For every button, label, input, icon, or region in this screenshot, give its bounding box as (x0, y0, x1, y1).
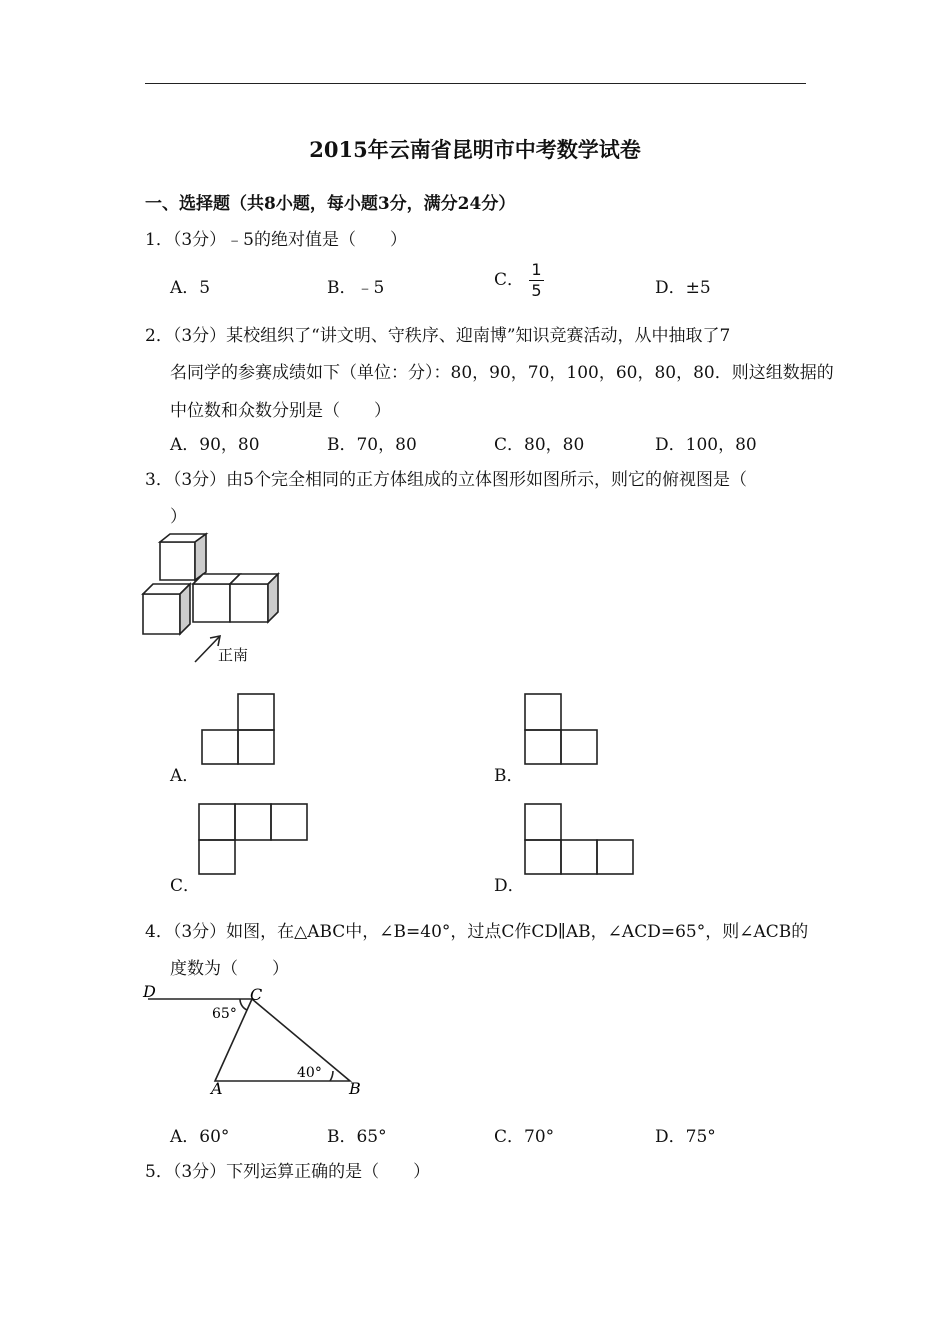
q4-option-c: C．70° (494, 1127, 555, 1147)
q4-label-c: C (250, 985, 263, 1004)
q4-label-d: D (143, 982, 156, 1001)
q4-line-2: 度数为（ ） (170, 959, 289, 979)
q4-angle-b: 40° (297, 1065, 322, 1081)
q2-option-d: D．100，80 (655, 435, 757, 455)
q4-option-d: D．75° (655, 1127, 716, 1147)
q3-figure-label: 正南 (218, 646, 249, 664)
q4-line-1: 4．（3分）如图，在△ABC中，∠B=40°，过点C作CD∥AB，∠ACD=65°，则∠ACB的 (145, 922, 809, 942)
q5-stem: 5．（3分）下列运算正确的是（ ） (145, 1162, 431, 1182)
q2-option-c: C．80，80 (494, 435, 585, 455)
q1-fraction-denominator: 5 (531, 281, 542, 300)
q1-option-c-label: C． (494, 270, 525, 290)
page-title: 2015年云南省昆明市中考数学试卷 (309, 137, 641, 162)
q3-option-a-figure (196, 692, 278, 768)
header-rule (145, 83, 806, 84)
q2-line-3: 中位数和众数分别是（ ） (170, 401, 391, 421)
q3-option-d: D． (494, 876, 525, 896)
q3-option-c-figure (196, 802, 312, 878)
q4-angle-c: 65° (212, 1006, 237, 1022)
q4-label-a: A (211, 1079, 223, 1098)
q2-option-a: A．90，80 (170, 435, 260, 455)
section-heading: 一、选择题（共8小题，每小题3分，满分24分） (145, 194, 516, 214)
q4-option-a: A．60° (170, 1127, 230, 1147)
q1-stem: 1．（3分）﹣5的绝对值是（ ） (145, 230, 407, 250)
q4-label-b: B (349, 1079, 361, 1098)
q3-line-1: 3．（3分）由5个完全相同的正方体组成的立体图形如图所示，则它的俯视图是（ (145, 470, 747, 490)
q2-option-b: B．70，80 (327, 435, 417, 455)
q1-option-d: D．±5 (655, 278, 711, 298)
q3-line-2: ） (170, 507, 187, 527)
q3-option-a: A． (170, 766, 200, 786)
q1-fraction-numerator: 1 (531, 260, 542, 279)
q3-option-c: C． (170, 876, 201, 896)
q3-option-b: B． (494, 766, 524, 786)
q3-option-b-figure (521, 692, 603, 768)
q1-option-b: B．﹣5 (327, 278, 385, 298)
q1-option-c (494, 262, 544, 299)
q3-cube-figure (140, 532, 290, 667)
q1-option-a: A．5 (170, 278, 211, 298)
q4-option-b: B．65° (327, 1127, 387, 1147)
q1-fraction (529, 262, 543, 299)
q2-line-1: 2．（3分）某校组织了“讲文明、守秩序、迎南博”知识竞赛活动，从中抽取了7 (145, 326, 731, 346)
q3-option-d-figure (521, 802, 637, 878)
q2-line-2: 名同学的参赛成绩如下（单位：分）：80，90，70，100，60，80，80．则这组数据的 (170, 363, 834, 383)
q4-triangle-figure (140, 980, 370, 1100)
